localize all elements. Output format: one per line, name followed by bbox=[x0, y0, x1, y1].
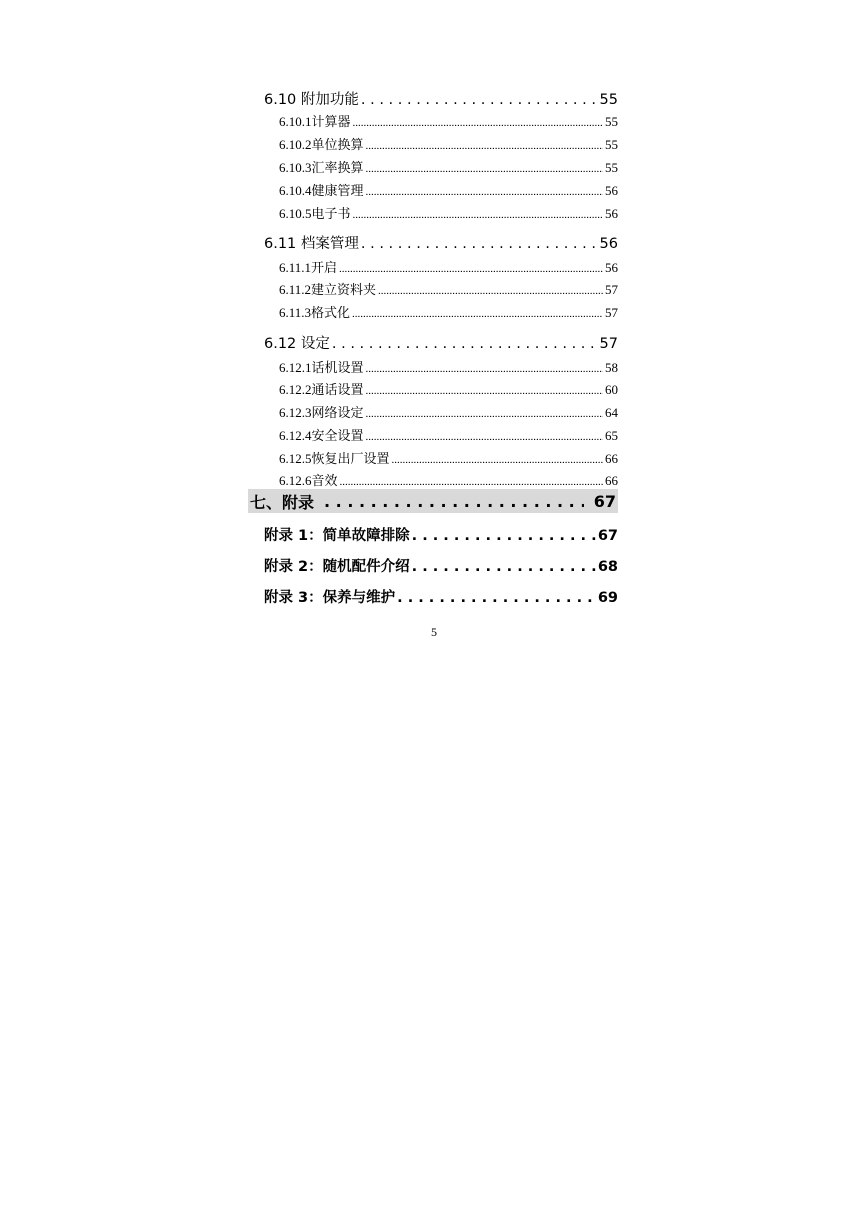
dot-leader bbox=[378, 282, 603, 298]
toc-title: 附录 3：保养与维护 bbox=[264, 590, 396, 606]
toc-title: 电子书 bbox=[311, 206, 351, 221]
toc-number: 6.12.3 bbox=[279, 405, 312, 420]
toc-title: 建立资料夹 bbox=[311, 282, 377, 297]
toc-section-6-12 bbox=[264, 332, 618, 352]
toc-title: 附录 2：随机配件介绍 bbox=[264, 559, 410, 575]
dot-leader bbox=[361, 92, 598, 108]
toc-page: 55 bbox=[605, 114, 618, 129]
toc-title: 开启 bbox=[311, 260, 338, 275]
dot-leader bbox=[339, 260, 603, 276]
toc-section-6-11 bbox=[264, 232, 618, 252]
dot-leader bbox=[366, 160, 603, 176]
toc-number: 6.10.2 bbox=[279, 137, 312, 152]
dot-leader bbox=[353, 206, 603, 222]
toc-section-6-10 bbox=[264, 88, 618, 108]
toc-entry-6-10-2 bbox=[279, 134, 618, 152]
dot-leader bbox=[324, 492, 584, 511]
toc-page: 58 bbox=[605, 360, 618, 375]
toc-page: 66 bbox=[605, 473, 618, 488]
toc-title: 音效 bbox=[311, 473, 338, 488]
dot-leader bbox=[392, 451, 603, 467]
toc-page: 67 bbox=[597, 528, 618, 544]
dot-leader bbox=[397, 590, 596, 606]
toc-number: 6.10.1 bbox=[279, 114, 312, 129]
toc-title: 计算器 bbox=[311, 114, 351, 129]
toc-chapter-7 bbox=[248, 489, 618, 513]
toc-title: 6.12 设定 bbox=[264, 336, 330, 352]
toc-page: 66 bbox=[605, 451, 618, 466]
toc-appendix-3 bbox=[264, 586, 618, 606]
toc-number: 6.11.2 bbox=[279, 282, 312, 297]
toc-entry-6-12-5 bbox=[279, 448, 618, 466]
toc-entry-6-11-3 bbox=[279, 302, 618, 320]
toc-entry-6-12-6 bbox=[279, 470, 618, 488]
dot-leader bbox=[366, 183, 603, 199]
toc-page: 55 bbox=[605, 137, 618, 152]
toc-number: 6.12.5 bbox=[279, 451, 312, 466]
toc-page: 64 bbox=[605, 405, 618, 420]
toc-title: 单位换算 bbox=[311, 137, 364, 152]
toc-page: 56 bbox=[605, 260, 618, 275]
dot-leader bbox=[353, 114, 603, 130]
toc-number: 6.11.1 bbox=[279, 260, 312, 275]
toc-page: 57 bbox=[599, 336, 618, 352]
toc-page: 60 bbox=[605, 382, 618, 397]
toc-page: 55 bbox=[605, 160, 618, 175]
toc-number: 6.10.5 bbox=[279, 206, 312, 221]
toc-number: 6.12.6 bbox=[279, 473, 312, 488]
dot-leader bbox=[366, 360, 603, 376]
toc-number: 6.12.4 bbox=[279, 428, 312, 443]
toc-page: 65 bbox=[605, 428, 618, 443]
dot-leader bbox=[412, 528, 596, 544]
toc-title: 七、附录 bbox=[250, 492, 315, 512]
toc-entry-6-10-1 bbox=[279, 111, 618, 129]
toc-entry-6-10-5 bbox=[279, 203, 618, 221]
toc-appendix-2 bbox=[264, 555, 618, 575]
toc-page: 56 bbox=[605, 206, 618, 221]
toc-page: 55 bbox=[599, 92, 618, 108]
toc-page: 56 bbox=[599, 236, 618, 252]
toc-title: 6.10 附加功能 bbox=[264, 92, 359, 108]
dot-leader bbox=[340, 473, 603, 489]
toc-number: 6.10.4 bbox=[279, 183, 312, 198]
toc-entry-6-12-1 bbox=[279, 357, 618, 375]
dot-leader bbox=[352, 305, 603, 321]
toc-appendix-1 bbox=[264, 524, 618, 544]
toc-page: 67 bbox=[593, 491, 616, 511]
toc-number: 6.11.3 bbox=[279, 305, 312, 320]
toc-page: 57 bbox=[605, 305, 618, 320]
page-number: 5 bbox=[431, 625, 437, 639]
toc-title: 6.11 档案管理 bbox=[264, 236, 359, 252]
toc-title: 话机设置 bbox=[311, 360, 364, 375]
toc-entry-6-12-2 bbox=[279, 379, 618, 397]
toc-page: 69 bbox=[597, 590, 618, 606]
toc-title: 健康管理 bbox=[311, 183, 364, 198]
toc-entry-6-10-4 bbox=[279, 180, 618, 198]
toc-page: 56 bbox=[605, 183, 618, 198]
toc-page: 57 bbox=[605, 282, 618, 297]
toc-title: 附录 1：简单故障排除 bbox=[264, 528, 410, 544]
dot-leader bbox=[412, 559, 596, 575]
toc-number: 6.10.3 bbox=[279, 160, 312, 175]
dot-leader bbox=[366, 137, 603, 153]
dot-leader bbox=[366, 405, 603, 421]
toc-title: 安全设置 bbox=[311, 428, 364, 443]
toc-title: 网络设定 bbox=[311, 405, 364, 420]
toc-entry-6-11-1 bbox=[279, 257, 618, 275]
toc-number: 6.12.2 bbox=[279, 382, 312, 397]
toc-entry-6-12-4 bbox=[279, 425, 618, 443]
toc-page: 68 bbox=[597, 559, 618, 575]
toc-number: 6.12.1 bbox=[279, 360, 312, 375]
toc-title: 通话设置 bbox=[311, 382, 364, 397]
toc-title: 恢复出厂设置 bbox=[311, 451, 390, 466]
toc-entry-6-10-3 bbox=[279, 157, 618, 175]
toc-title: 格式化 bbox=[311, 305, 351, 320]
dot-leader bbox=[366, 428, 603, 444]
toc-entry-6-11-2 bbox=[279, 279, 618, 297]
toc-title: 汇率换算 bbox=[311, 160, 364, 175]
dot-leader bbox=[366, 382, 603, 398]
dot-leader bbox=[361, 236, 598, 252]
dot-leader bbox=[332, 336, 598, 352]
toc-entry-6-12-3 bbox=[279, 402, 618, 420]
